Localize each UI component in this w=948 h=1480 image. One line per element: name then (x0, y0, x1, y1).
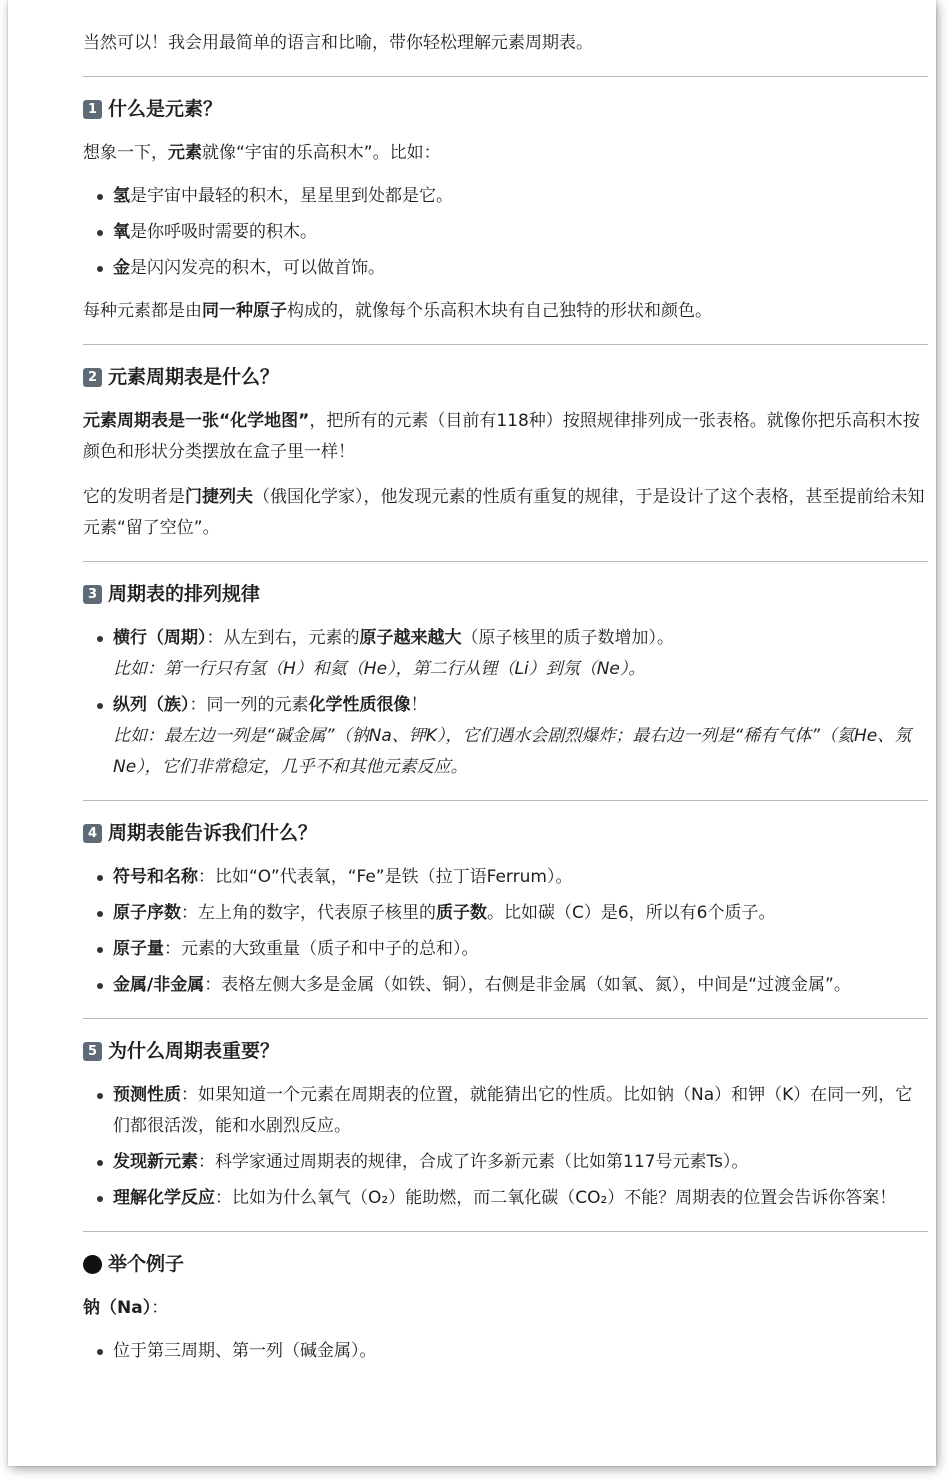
document-page (8, 0, 936, 1466)
list-item: 预测性质：如果知道一个元素在周期表的位置，就能猜出它的性质。比如钠（Na）和钾（K）在同一列，它们都很活泼，能和水剧烈反应。 (83, 1080, 928, 1142)
section-2-title: 元素周期表是什么？ (108, 366, 280, 388)
divider (83, 800, 928, 801)
list-item: 金属/非金属：表格左侧大多是金属（如铁、铜），右侧是非金属（如氧、氮），中间是“过渡金属”。 (83, 970, 928, 1001)
list-item: 氧是你呼吸时需要的积木。 (83, 217, 928, 248)
section-2-paragraph-2: 它的发明者是门捷列夫（俄国化学家），他发现元素的性质有重复的规律，于是设计了这个表格，甚至提前给未知元素“留了空位”。 (83, 487, 925, 538)
list-item: 金是闪闪发亮的积木，可以做首饰。 (83, 253, 928, 284)
importance-list (83, 1080, 928, 1214)
number-2-icon: 2 (83, 368, 102, 387)
list-item: 位于第三周期、第一列（碱金属）。 (83, 1336, 928, 1367)
section-1-summary: 每种元素都是由同一种原子构成的，就像每个乐高积木块有自己独特的形状和颜色。 (83, 301, 712, 321)
number-5-icon: 5 (83, 1042, 102, 1061)
divider (83, 76, 928, 77)
black-circle-icon (83, 1255, 102, 1274)
example-text: 比如：第一行只有氢（H）和氦（He），第二行从锂（Li）到氖（Ne）。 (113, 659, 646, 679)
example-text: 比如：最左边一列是“碱金属”（钠Na、钾K），它们遇水会剧烈爆炸；最右边一列是“稀有气体”（氦He、氖Ne），它们非常稳定，几乎不和其他元素反应。 (113, 726, 912, 777)
list-item: 原子序数：左上角的数字，代表原子核里的质子数。比如碳（C）是6，所以有6个质子。 (83, 898, 928, 929)
element-list (83, 181, 928, 284)
intro-text: 当然可以！我会用最简单的语言和比喻，带你轻松理解元素周期表。 (83, 33, 593, 53)
example-list (83, 1336, 928, 1367)
section-2-heading (83, 362, 928, 392)
list-item: 发现新元素：科学家通过周期表的规律，合成了许多新元素（比如第117号元素Ts）。 (83, 1147, 928, 1178)
section-4-title: 周期表能告诉我们什么？ (108, 822, 318, 844)
section-5-title: 为什么周期表重要？ (108, 1040, 280, 1062)
list-item: 纵列（族）：同一列的元素化学性质很像！ 比如：最左边一列是“碱金属”（钠Na、钾K），它们遇水会剧烈爆炸；最右边一列是“稀有气体”（氦He、氖Ne），它们非常稳定，几乎不和其他元素反应。 (83, 690, 928, 783)
info-list (83, 862, 928, 1001)
section-1-title: 什么是元素？ (108, 98, 223, 120)
section-5-heading (83, 1036, 928, 1066)
example-title: 举个例子 (108, 1253, 185, 1275)
list-item: 理解化学反应：比如为什么氧气（O₂）能助燃，而二氧化碳（CO₂）不能？周期表的位置会告诉你答案！ (83, 1183, 928, 1214)
divider (83, 561, 928, 562)
section-1-heading (83, 94, 928, 124)
number-3-icon: 3 (83, 585, 102, 604)
divider (83, 1018, 928, 1019)
number-4-icon: 4 (83, 824, 102, 843)
arrangement-list (83, 623, 928, 783)
list-item: 原子量：元素的大致重量（质子和中子的总和）。 (83, 934, 928, 965)
section-3-title: 周期表的排列规律 (108, 583, 261, 605)
section-4-heading (83, 818, 928, 848)
document-content (83, 28, 928, 1372)
section-1-lead: 想象一下，元素就像“宇宙的乐高积木”。比如： (83, 143, 441, 163)
list-item: 氢是宇宙中最轻的积木，星星里到处都是它。 (83, 181, 928, 212)
section-3-heading (83, 579, 928, 609)
example-heading (83, 1249, 928, 1279)
number-1-icon: 1 (83, 100, 102, 119)
divider (83, 344, 928, 345)
list-item: 符号和名称：比如“O”代表氧，“Fe”是铁（拉丁语Ferrum）。 (83, 862, 928, 893)
section-2-paragraph-1: 元素周期表是一张“化学地图”，把所有的元素（目前有118种）按照规律排列成一张表格。就像你把乐高积木按颜色和形状分类摆放在盒子里一样！ (83, 411, 920, 462)
divider (83, 1231, 928, 1232)
list-item: 横行（周期）：从左到右，元素的原子越来越大（原子核里的质子数增加）。 比如：第一行只有氢（H）和氦（He），第二行从锂（Li）到氖（Ne）。 (83, 623, 928, 685)
example-subject: 钠（Na）： (83, 1298, 169, 1318)
